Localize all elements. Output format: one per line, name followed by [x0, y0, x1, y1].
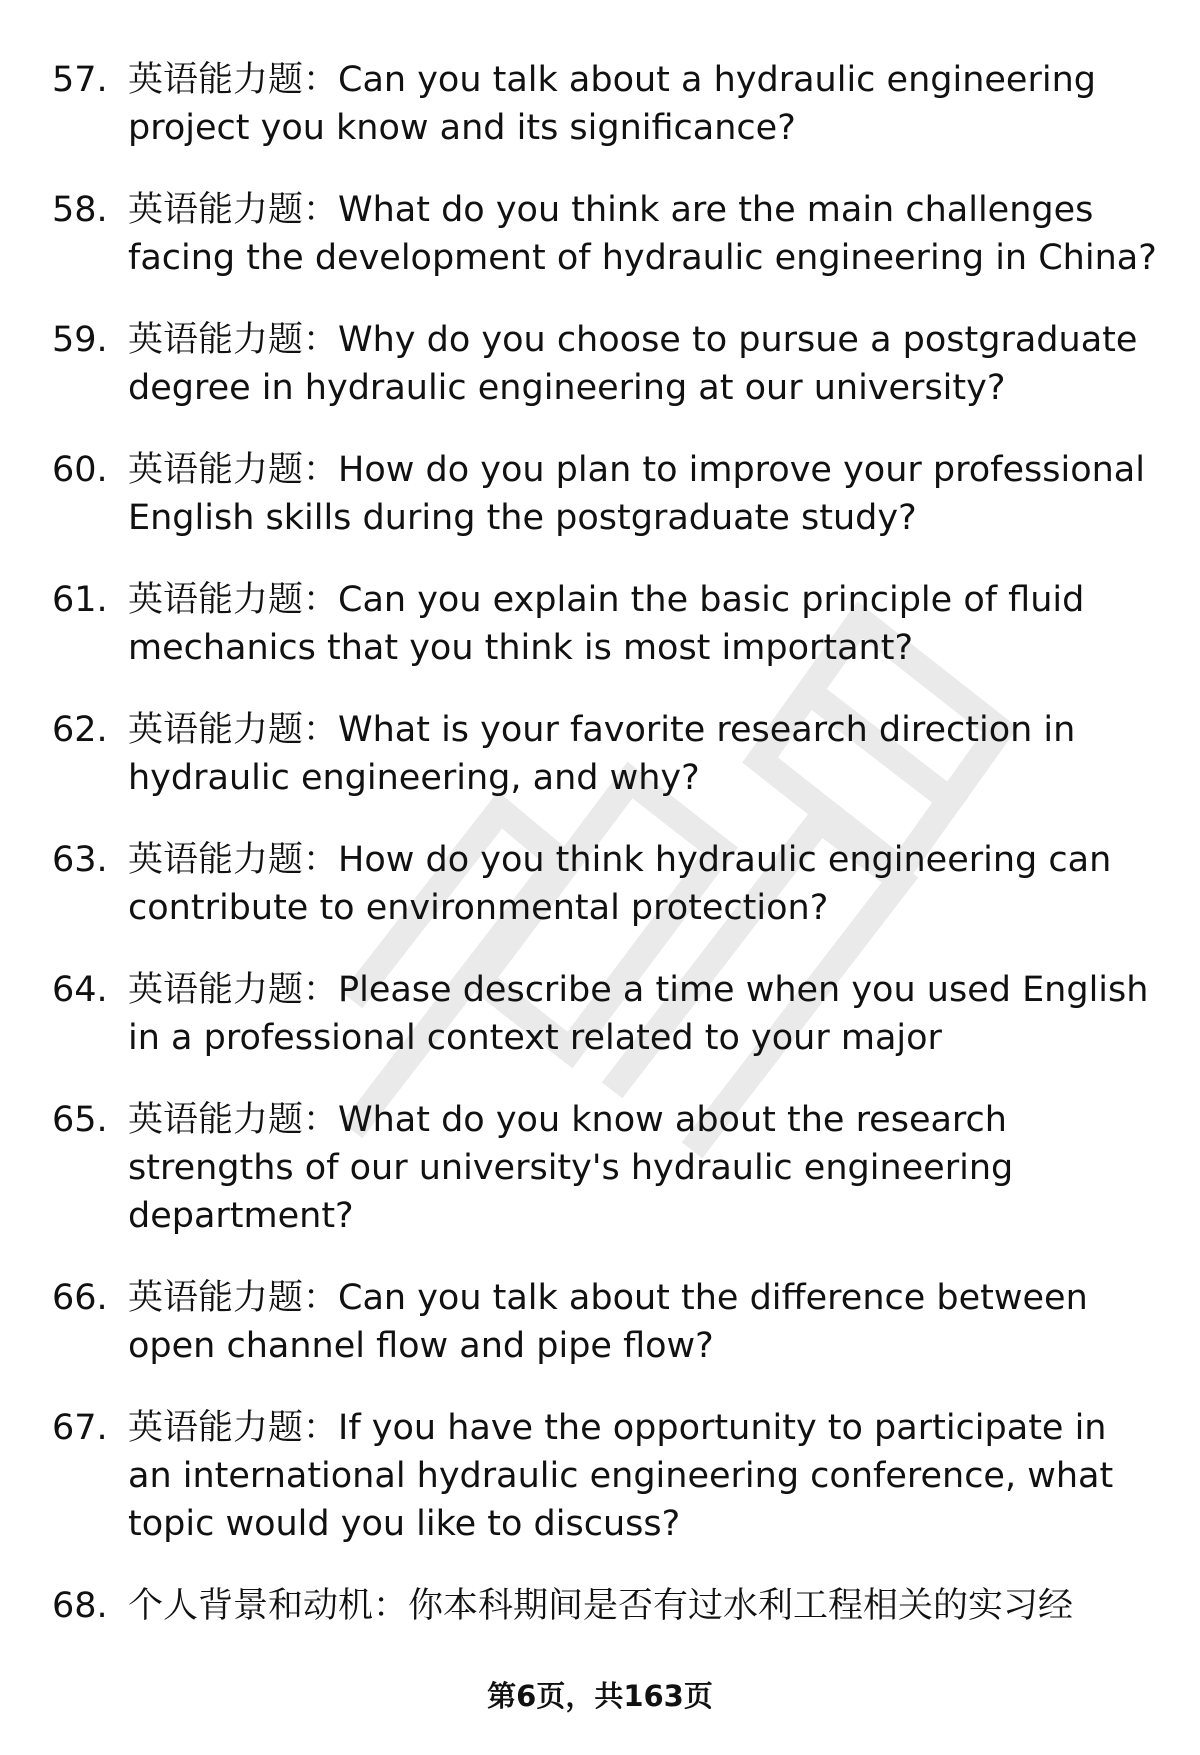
list-item [0, 1582, 1200, 1630]
question-number: 68. [52, 1586, 108, 1626]
question-text: 英语能力题：If you have the opportunity to participate in an international hydraulic engineering conference, what topic would you like to discuss? [128, 1408, 1114, 1544]
question-text: 英语能力题：Please describe a time when you used English in a professional context related to your major [128, 970, 1149, 1058]
question-text: 英语能力题：Can you explain the basic principle of fluid mechanics that you think is most important? [128, 580, 1085, 668]
question-text: 英语能力题：What do you think are the main challenges facing the development of hydraulic engineering in China? [128, 190, 1157, 278]
list-item [0, 966, 1200, 1062]
question-number: 62. [52, 710, 108, 750]
list-item [0, 576, 1200, 672]
question-text: 英语能力题：What is your favorite research direction in hydraulic engineering, and why? [128, 710, 1076, 798]
question-text: 英语能力题：Why do you choose to pursue a postgraduate degree in hydraulic engineering at our university? [128, 320, 1138, 408]
list-item [0, 836, 1200, 932]
list-item [0, 706, 1200, 802]
question-number: 57. [52, 60, 108, 100]
question-text: 英语能力题：Can you talk about a hydraulic engineering project you know and its significance? [128, 60, 1096, 148]
question-list [0, 56, 1200, 1664]
question-text: 个人背景和动机：你本科期间是否有过水利工程相关的实习经 [128, 1586, 1074, 1626]
list-item [0, 186, 1200, 282]
question-number: 67. [52, 1408, 108, 1448]
question-number: 63. [52, 840, 108, 880]
list-item [0, 1274, 1200, 1370]
question-number: 64. [52, 970, 108, 1010]
question-text: 英语能力题：How do you think hydraulic engineering can contribute to environmental protection? [128, 840, 1112, 928]
list-item [0, 56, 1200, 152]
question-text: 英语能力题：How do you plan to improve your professional English skills during the postgraduate study? [128, 450, 1145, 538]
question-number: 61. [52, 580, 108, 620]
question-number: 66. [52, 1278, 108, 1318]
question-text: 英语能力题：What do you know about the research strengths of our university's hydraulic engineering department? [128, 1100, 1014, 1236]
question-text: 英语能力题：Can you talk about the difference between open channel flow and pipe flow? [128, 1278, 1088, 1366]
list-item [0, 316, 1200, 412]
page-footer: 第6页，共163页 [487, 1679, 713, 1713]
list-item [0, 446, 1200, 542]
list-item [0, 1096, 1200, 1240]
question-number: 60. [52, 450, 108, 490]
list-item [0, 1404, 1200, 1548]
question-number: 59. [52, 320, 108, 360]
question-number: 58. [52, 190, 108, 230]
question-number: 65. [52, 1100, 108, 1140]
